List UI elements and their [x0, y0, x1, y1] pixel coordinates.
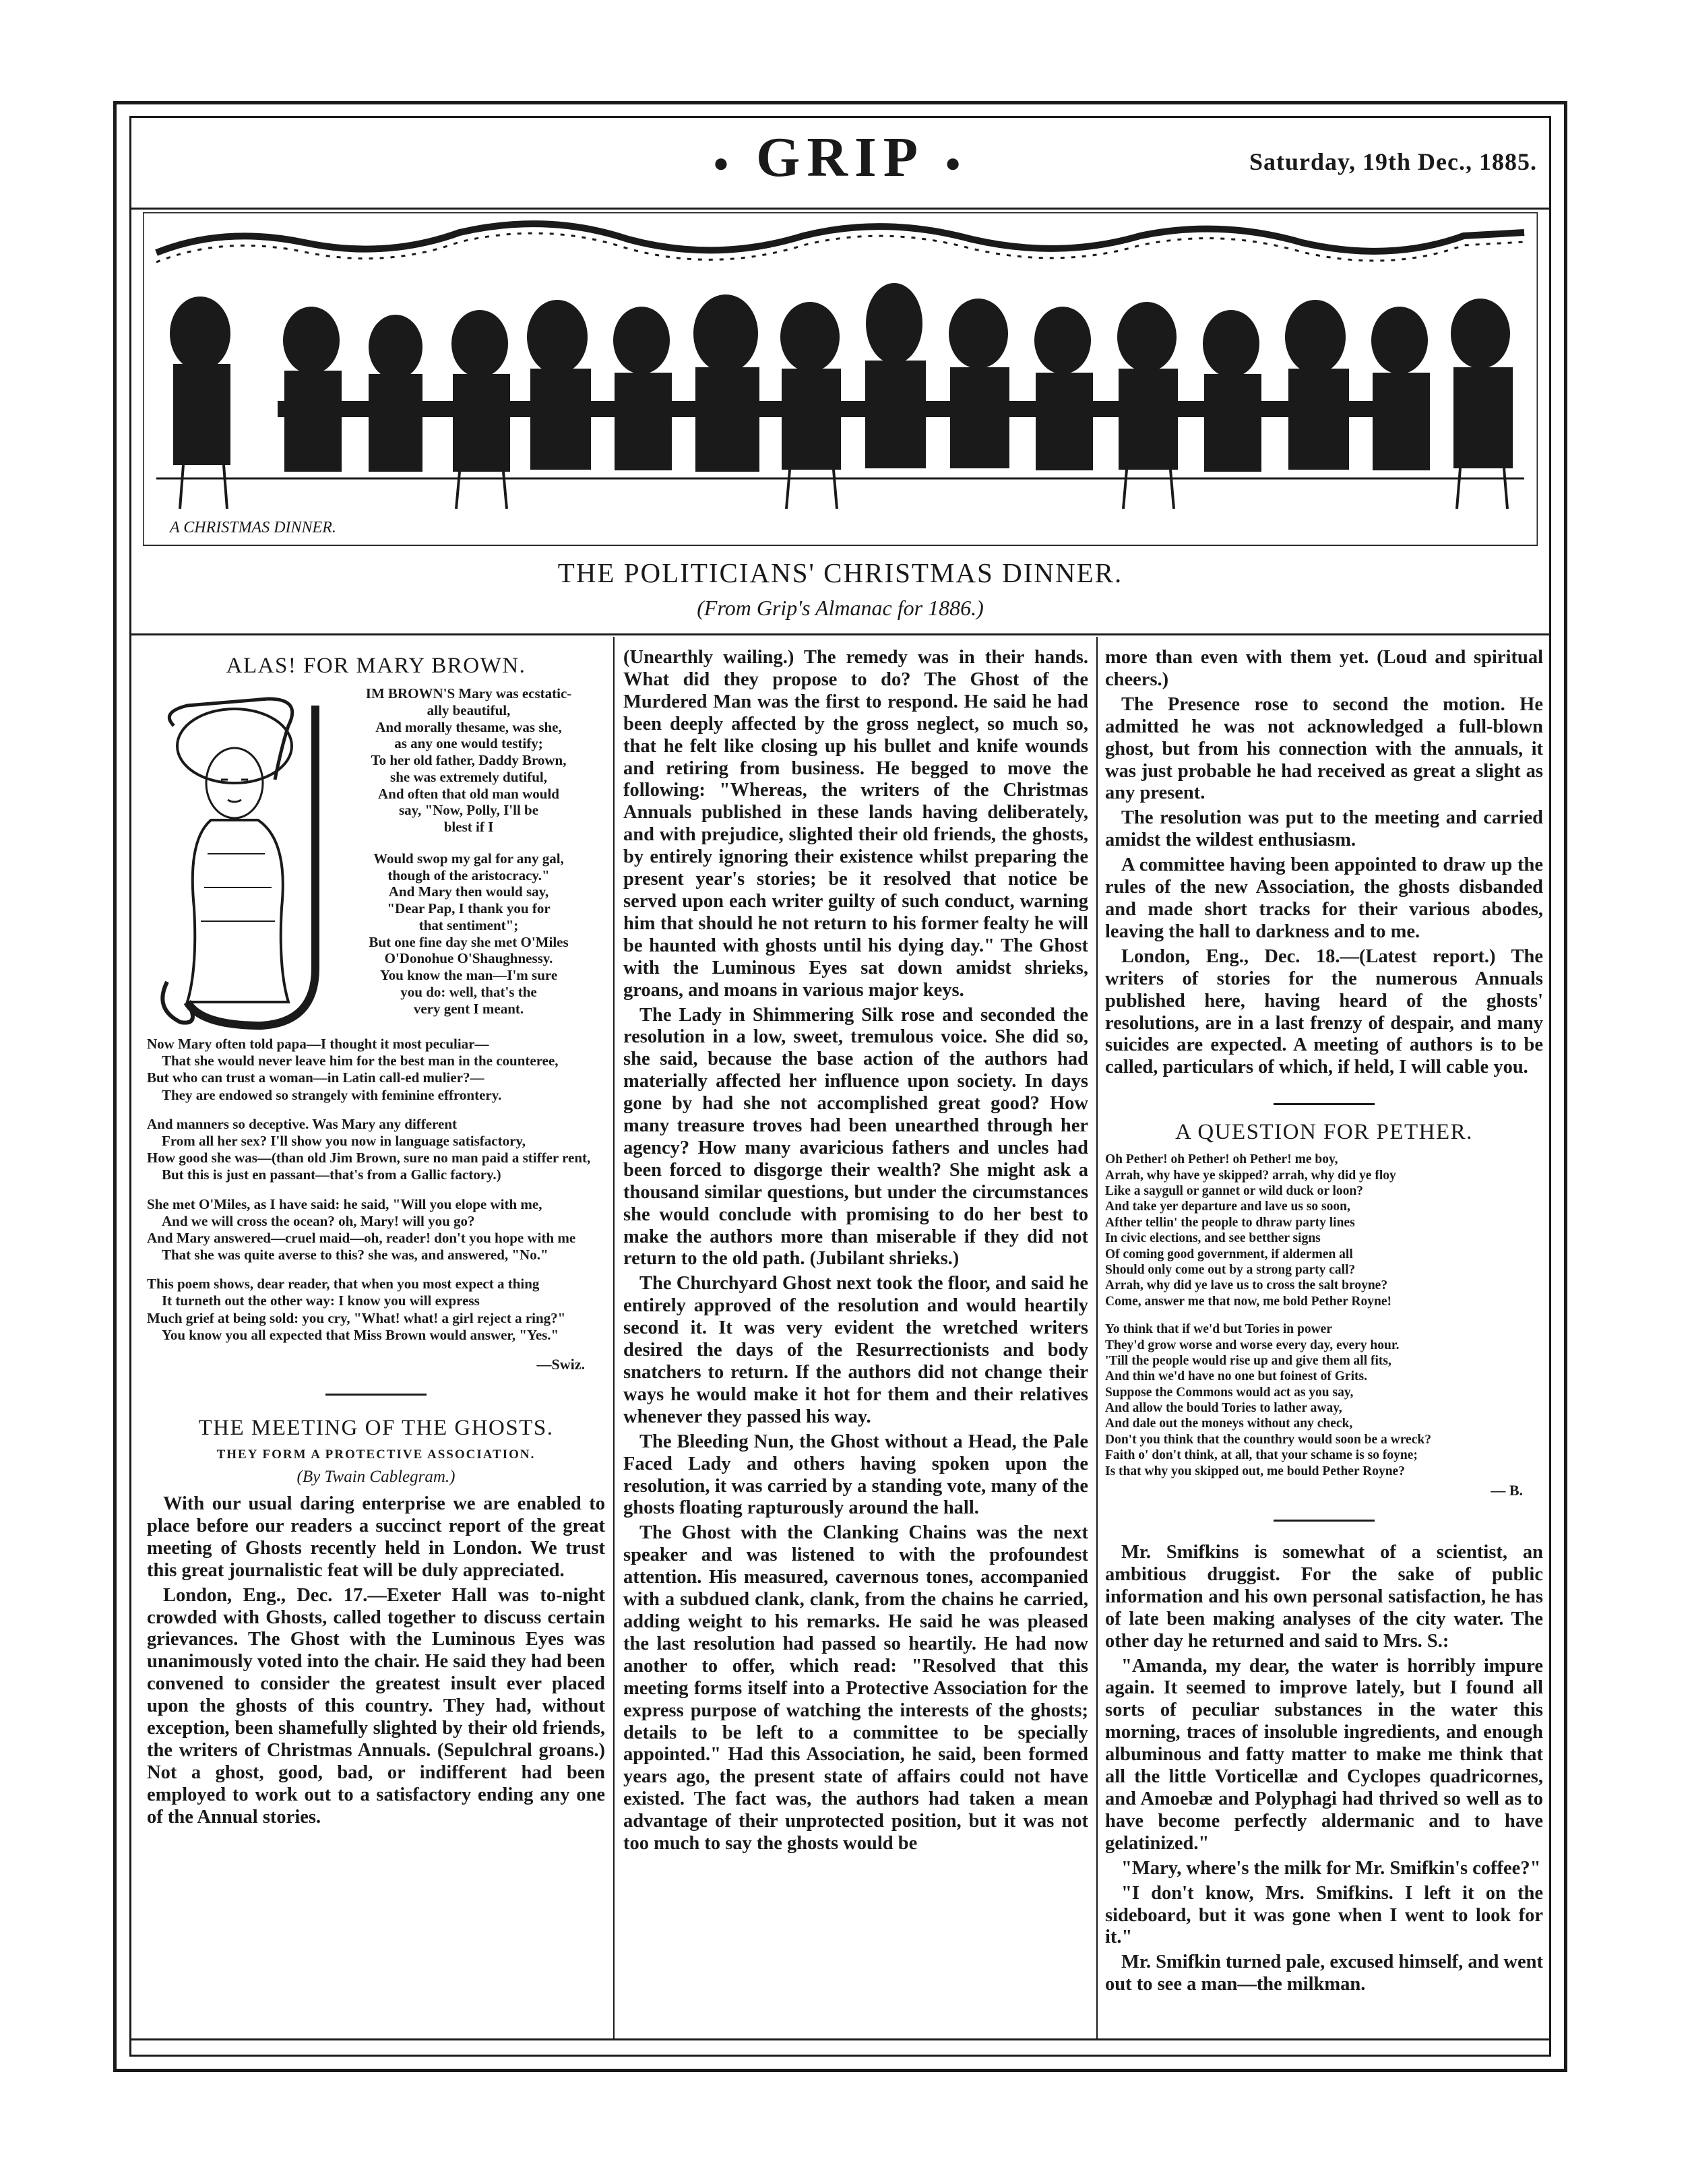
poem-line: very gent I meant.: [413, 1000, 524, 1017]
masthead-title-text: GRIP: [756, 126, 925, 189]
poem-stanza: [147, 1276, 605, 1344]
column-1: [147, 647, 605, 2049]
poem-stanza: [147, 1196, 605, 1264]
cartoon-caption-source: (From Grip's Almanac for 1886.): [697, 596, 984, 620]
bullet-icon: ●: [712, 148, 736, 179]
poem-line: Like a saygull or gannet or wild duck or loon?: [1105, 1184, 1364, 1198]
poem-line: Now Mary often told papa—I thought it most peculiar—: [147, 1036, 489, 1052]
poem-stanza: [1105, 1152, 1543, 1309]
pether-signature: — B.: [1491, 1482, 1523, 1499]
poem-line: Afther tellin' the people to dhraw party lines: [1105, 1215, 1355, 1230]
poem-line: That she was quite averse to this? she was, and answered, "No.": [162, 1247, 549, 1263]
poem-line: And we will cross the ocean? oh, Mary! will you go?: [162, 1212, 475, 1229]
poem-line: How good she was—(than old Jim Brown, sure no man paid a stiffer rent,: [147, 1150, 591, 1166]
column-rule: [613, 637, 615, 2038]
issue-date: Saturday, 19th Dec., 1885.: [1249, 148, 1537, 175]
poem-line: But this is just en passant—that's from a Gallic factory.): [162, 1166, 501, 1183]
poem-line: You know you all expected that Miss Brown would answer, "Yes.": [162, 1326, 559, 1343]
silhouette-dinner-illustration: [143, 212, 1538, 546]
poem-line: Is that why you skipped out, me bould Pether Royne?: [1105, 1464, 1405, 1478]
poem-line: she was extremely dutiful,: [390, 768, 547, 785]
poem-line: Would swop my gal for any gal,: [373, 850, 564, 867]
mary-brown-signature: —Swiz.: [536, 1356, 585, 1373]
footer-rule: [129, 2038, 1551, 2040]
column-3: [1105, 647, 1543, 2049]
article-paragraph: (Unearthly wailing.) The remedy was in their hands. What did they propose to do? The Ghost of the Murdered Man was the first to respond. He said he had been deeply affected by the gross neglect, so much so, that he felt like closing up his bullet and knife wounds and retiring from business. He begged to move the following: "Whereas, the writers of the Christmas Annuals published in these lands having deliberately, and with prejudice, slighted their old friends, the ghosts, by entirely ignoring their existence whilst preparing the present year's stories; be it resolved that notice be served upon each writer guilty of such conduct, warning him that should he not return to his former fealty he will be haunted with ghosts until his dying day." The Ghost with the Luminous Eyes sat down amidst shrieks, groans, and moans in various major keys.: [623, 647, 1088, 1001]
ghosts-body-col3: [1105, 647, 1543, 1079]
article-divider: [1274, 1103, 1375, 1105]
article-divider: [325, 1394, 427, 1396]
mary-brown-heading: ALAS! FOR MARY BROWN.: [226, 654, 526, 678]
poem-line: And manners so deceptive. Was Mary any different: [147, 1115, 458, 1132]
poem-line: 'Till the people would rise up and give them all fits,: [1105, 1353, 1391, 1368]
cartoon-illustration: [143, 212, 1538, 546]
poem-line: That she would never leave him for the best man in the counteree,: [162, 1053, 559, 1069]
article-paragraph: The Ghost with the Clanking Chains was the next speaker and was listened to with the profoundest attention. His measured, cavernous tones, accompanied with a subdued clank, clank, from the chains he carried, adding weight to his remarks. He said he was pleased the last resolution had passed so heartily. He had now another to offer, which read: "Resolved that this meeting forms itself into a Protective Association for the express purpose of watching the interests of the ghosts; details to be left to a committee to be specially appointed." Had this Association, he said, been formed years ago, the present state of affairs could not have existed. The fact was, the authors had taken a mean advantage of their unprotected position, but it was not too much to say the ghosts would be: [623, 1522, 1088, 1854]
ghosts-heading: THE MEETING OF THE GHOSTS.: [198, 1416, 554, 1440]
poem-line: Faith o' don't think, at all, that your schame is so foyne;: [1105, 1448, 1418, 1463]
poem-line: that sentiment";: [418, 916, 519, 933]
masthead-rule: [129, 208, 1551, 210]
poem-line: blest if I: [443, 819, 494, 836]
poem-line: It turneth out the other way: I know you will express: [162, 1292, 480, 1309]
poem-line: Much grief at being sold: you cry, "What! what! a girl reject a ring?": [147, 1309, 566, 1326]
article-divider: [1274, 1520, 1375, 1522]
article-paragraph: "Amanda, my dear, the water is horribly impure again. It seemed to improve lately, but I found all sorts of peculiar substances in the water this morning, traces of insoluble ingredients, and enough albuminous and fatty matter to make me think that all the little Vorticellæ and Cyclopes quadricornes, and Amoebæ and Polyphagi had thrived so well as to have become perfectly aldermanic and to have gelatinized.": [1105, 1655, 1543, 1854]
cartoon-caption-title: THE POLITICIANS' CHRISTMAS DINNER.: [557, 557, 1123, 588]
ghosts-body-col2: [623, 647, 1088, 1855]
poem-stanza: [1105, 1321, 1543, 1479]
poem-line: And Mary then would say,: [388, 883, 549, 900]
column-2: [623, 647, 1088, 2049]
article-paragraph: more than even with them yet. (Loud and spiritual cheers.): [1105, 647, 1543, 690]
smifkins-body: [1105, 1542, 1543, 1996]
poem-line: say, "Now, Polly, I'll be: [398, 802, 539, 819]
poem-line: IM BROWN'S Mary was ecstatic-: [365, 685, 572, 701]
poem-line: But who can trust a woman—in Latin call-ed mulier?—: [147, 1069, 484, 1086]
poem-line: And dale out the moneys without any check,: [1105, 1416, 1353, 1431]
article-paragraph: The resolution was put to the meeting and carried amidst the wildest enthusiasm.: [1105, 807, 1543, 851]
poem-line: you do: well, that's the: [400, 984, 537, 1001]
pether-heading: A QUESTION FOR PETHER.: [1175, 1120, 1473, 1145]
woman-portrait-illustration: [147, 685, 342, 1036]
poem-line: She met O'Miles, as I have said: he said, "Will you elope with me,: [147, 1195, 542, 1212]
poem-line: though of the aristocracy.": [387, 867, 550, 883]
poem-line: This poem shows, dear reader, that when you most expect a thing: [147, 1276, 540, 1292]
poem-line: And often that old man would: [378, 785, 559, 802]
ghosts-subheading: THEY FORM A PROTECTIVE ASSOCIATION.: [216, 1447, 536, 1462]
poem-line: Arrah, why did ye lave us to cross the salt broyne?: [1105, 1278, 1388, 1293]
mary-brown-stanzas: [147, 1036, 605, 1344]
poem-stanza: [147, 1116, 605, 1184]
cartoon-inscription: A CHRISTMAS DINNER.: [170, 519, 336, 536]
poem-line: Arrah, why have ye skipped? arrah, why did ye floy: [1105, 1168, 1396, 1183]
section-rule: [129, 633, 1551, 635]
article-paragraph: A committee having been appointed to draw up the rules of the new Association, the ghosts disbanded and made short tracks for their various abodes, leaving the hall to darkness and to me.: [1105, 854, 1543, 942]
poem-line: Yo think that if we'd but Tories in power: [1105, 1322, 1332, 1337]
poem-line: They'd grow worse and worse every day, every hour.: [1105, 1338, 1400, 1352]
poem-line: ally beautiful,: [427, 701, 511, 718]
article-paragraph: The Bleeding Nun, the Ghost without a Head, the Pale Faced Lady and others having spoken upon the resolution, it was carried by a standing vote, many of the ghosts floating rapturously around the hall.: [623, 1431, 1088, 1519]
ghosts-body-col1: [147, 1493, 605, 1829]
poem-line: And thin we'd have no one but foinest of Grits.: [1105, 1369, 1367, 1384]
article-paragraph: London, Eng., Dec. 18.—(Latest report.) The writers of stories for the numerous Annuals published here, having heard of the ghosts' resolutions, are in a last frenzy of despair, and many suicides are expected. A meeting of authors is to be called, particulars of which, if held, I will cable you.: [1105, 945, 1543, 1078]
poem-line: And Mary answered—cruel maid—oh, reader! don't you hope with me: [147, 1229, 576, 1246]
masthead: [131, 118, 1549, 206]
poem-line: Should only come out by a strong party call?: [1105, 1262, 1356, 1277]
poem-line: And morally thesame, was she,: [375, 718, 562, 735]
mary-brown-wrapped-text: [332, 685, 605, 1018]
poem-line: Of coming good government, if aldermen all: [1105, 1247, 1353, 1261]
stanza-gap: [332, 836, 605, 850]
bullet-icon: ●: [945, 148, 968, 179]
poem-line: Come, answer me that now, me bold Pether Royne!: [1105, 1294, 1391, 1309]
poem-line: And take yer departure and lave us so soon,: [1105, 1199, 1350, 1214]
poem-line: Oh Pether! oh Pether! oh Pether! me boy,: [1105, 1152, 1338, 1167]
article-paragraph: With our usual daring enterprise we are enabled to place before our readers a succinct report of the great meeting of Ghosts recently held in London. We trust this great journalistic feat will be duly appreciated.: [147, 1493, 605, 1581]
poem-line: Suppose the Commons would act as you say,: [1105, 1385, 1354, 1400]
poem-stanza: [147, 1036, 605, 1104]
poem-line: From all her sex? I'll show you now in language satisfactory,: [162, 1132, 526, 1149]
poem-line: O'Donohue O'Shaughnessy.: [384, 950, 553, 967]
poem-line: But one fine day she met O'Miles: [369, 933, 569, 950]
poem-line: Don't you think that the counthry would soon be a wreck?: [1105, 1432, 1431, 1447]
poem-line: They are endowed so strangely with feminine effrontery.: [162, 1086, 502, 1103]
article-paragraph: Mr. Smifkins is somewhat of a scientist, an ambitious druggist. For the sake of public information and his own personal satisfaction, he has of late been making analyses of the city water. The other day he returned and said to Mrs. S.:: [1105, 1542, 1543, 1652]
column-rule: [1096, 637, 1098, 2038]
poem-line: "Dear Pap, I thank you for: [387, 900, 551, 917]
poem-line: as any one would testify;: [394, 735, 543, 752]
article-paragraph: "Mary, where's the milk for Mr. Smifkin's coffee?": [1121, 1857, 1541, 1879]
article-paragraph: The Lady in Shimmering Silk rose and seconded the resolution in a low, sweet, tremulous voice. She did so, she said, because the base action of the authors had materially affected her influence upon society. In days gone by had she not accomplished great good? How many treasure troves had been unearthed through her agency? How many avaricious fathers and uncles had been forced to disgorge their wealth? She might ask a thousand similar questions, but under the circumstances she would conclude with promising to do her best to make the authors more than miserable if they did not return to the old path. (Jubilant shrieks.): [623, 1004, 1088, 1270]
poem-line: And allow the bould Tories to lather away,: [1105, 1401, 1342, 1416]
article-paragraph: "I don't know, Mrs. Smifkins. I left it on the sideboard, but it was gone when I went to look for it.": [1105, 1882, 1543, 1948]
ghosts-byline: (By Twain Cablegram.): [296, 1468, 456, 1486]
article-paragraph: The Presence rose to second the motion. He admitted he was not acknowledged a full-blown ghost, but from his connection with the annuals, it was just probable he had received as great a slight as any present.: [1105, 693, 1543, 804]
article-paragraph: The Churchyard Ghost next took the floor, and said he entirely approved of the resolution and would heartily second it. It was very evident the wretched writers desired the days of the Resurrectionists and body snatchers to return. If the authors did not change their ways he would make it hot for them and their relatives whenever they passed his way.: [623, 1273, 1088, 1427]
pether-poem: [1105, 1152, 1543, 1479]
article-paragraph: London, Eng., Dec. 17.—Exeter Hall was to-night crowded with Ghosts, called together to discuss certain grievances. The Ghost with the Luminous Eyes was unanimously voted into the chair. He said they had been convened to consider the greatest insult ever placed upon the ghosts of this country. They had, without exception, been shamefully slighted by their old friends, the writers of Christmas Annuals. (Sepulchral groans.) Not a ghost, good, bad, or indifferent had been employed to work out to a satisfactory ending any one of the Annual stories.: [147, 1584, 605, 1828]
poem-line: In civic elections, and see betther signs: [1105, 1231, 1321, 1246]
poem-line: You know the man—I'm sure: [379, 967, 558, 984]
article-paragraph: Mr. Smifkin turned pale, excused himself, and went out to see a man—the milkman.: [1105, 1952, 1543, 1995]
poem-line: To her old father, Daddy Brown,: [371, 752, 567, 769]
mary-brown-opening: [147, 685, 605, 1036]
